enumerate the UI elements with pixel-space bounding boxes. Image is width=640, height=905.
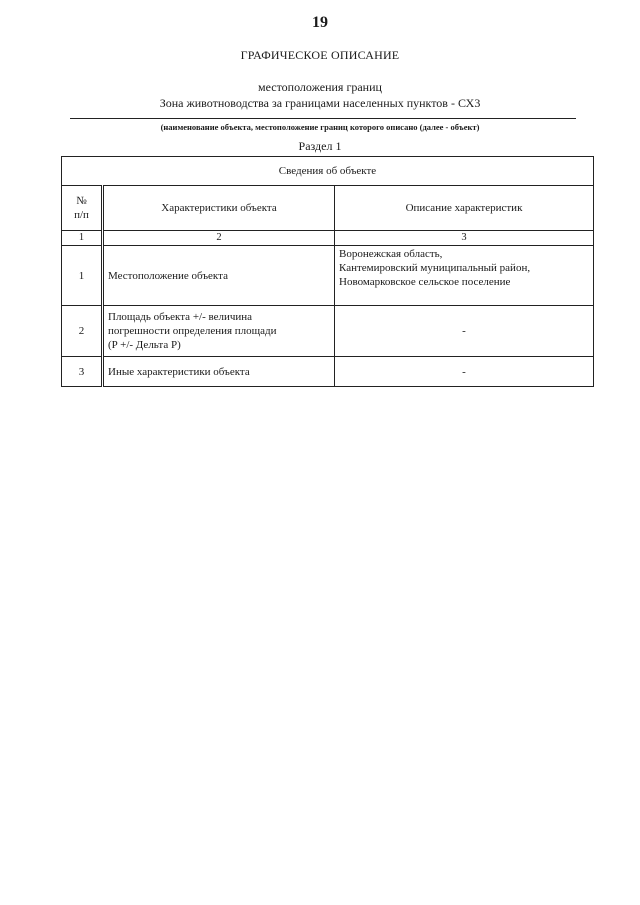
column-header-number-line2: п/п <box>74 209 89 221</box>
column-number-3: 3 <box>335 231 594 246</box>
row-number: 2 <box>62 306 103 357</box>
document-subtitle-line2: Зона животноводства за границами населенных пунктов - СХ3 <box>159 96 481 110</box>
characteristic-line: погрешности определения площади <box>108 325 277 337</box>
description-line: Новомарковское сельское поселение <box>339 276 511 288</box>
column-number-2: 2 <box>103 231 335 246</box>
table-column-headers-row <box>62 186 594 231</box>
table-header: Сведения об объекте <box>62 157 594 186</box>
section-label: Раздел 1 <box>298 139 342 153</box>
object-info-table <box>61 156 594 387</box>
table-row <box>62 306 594 357</box>
row-number: 3 <box>62 357 103 387</box>
table-row <box>62 246 594 306</box>
column-header-description: Описание характеристик <box>335 186 594 231</box>
row-characteristic: Местоположение объекта <box>103 246 335 306</box>
document-subtitle-line1: местоположения границ <box>258 80 382 94</box>
row-description: - <box>335 306 594 357</box>
column-header-number <box>62 186 103 231</box>
table-row <box>62 357 594 387</box>
row-characteristic <box>103 306 335 357</box>
table-column-numbers-row <box>62 231 594 246</box>
row-characteristic: Иные характеристики объекта <box>103 357 335 387</box>
column-number-1: 1 <box>62 231 103 246</box>
table-header-row <box>62 157 594 186</box>
object-caption: (наименование объекта, местоположение границ которого описано (далее - объект) <box>160 122 480 132</box>
column-header-characteristics: Характеристики объекта <box>103 186 335 231</box>
page-number: 19 <box>312 14 328 31</box>
description-line: Воронежская область, <box>339 248 443 260</box>
column-header-number-line1: № <box>76 195 87 207</box>
characteristic-line: (P +/- Дельта P) <box>108 339 181 351</box>
row-number: 1 <box>62 246 103 306</box>
characteristic-line: Площадь объекта +/- величина <box>108 311 253 323</box>
description-line: Кантемировский муниципальный район, <box>339 262 531 274</box>
row-description <box>335 246 594 306</box>
title-underline <box>70 118 576 119</box>
row-description: - <box>335 357 594 387</box>
document-title: ГРАФИЧЕСКОЕ ОПИСАНИЕ <box>240 48 400 62</box>
